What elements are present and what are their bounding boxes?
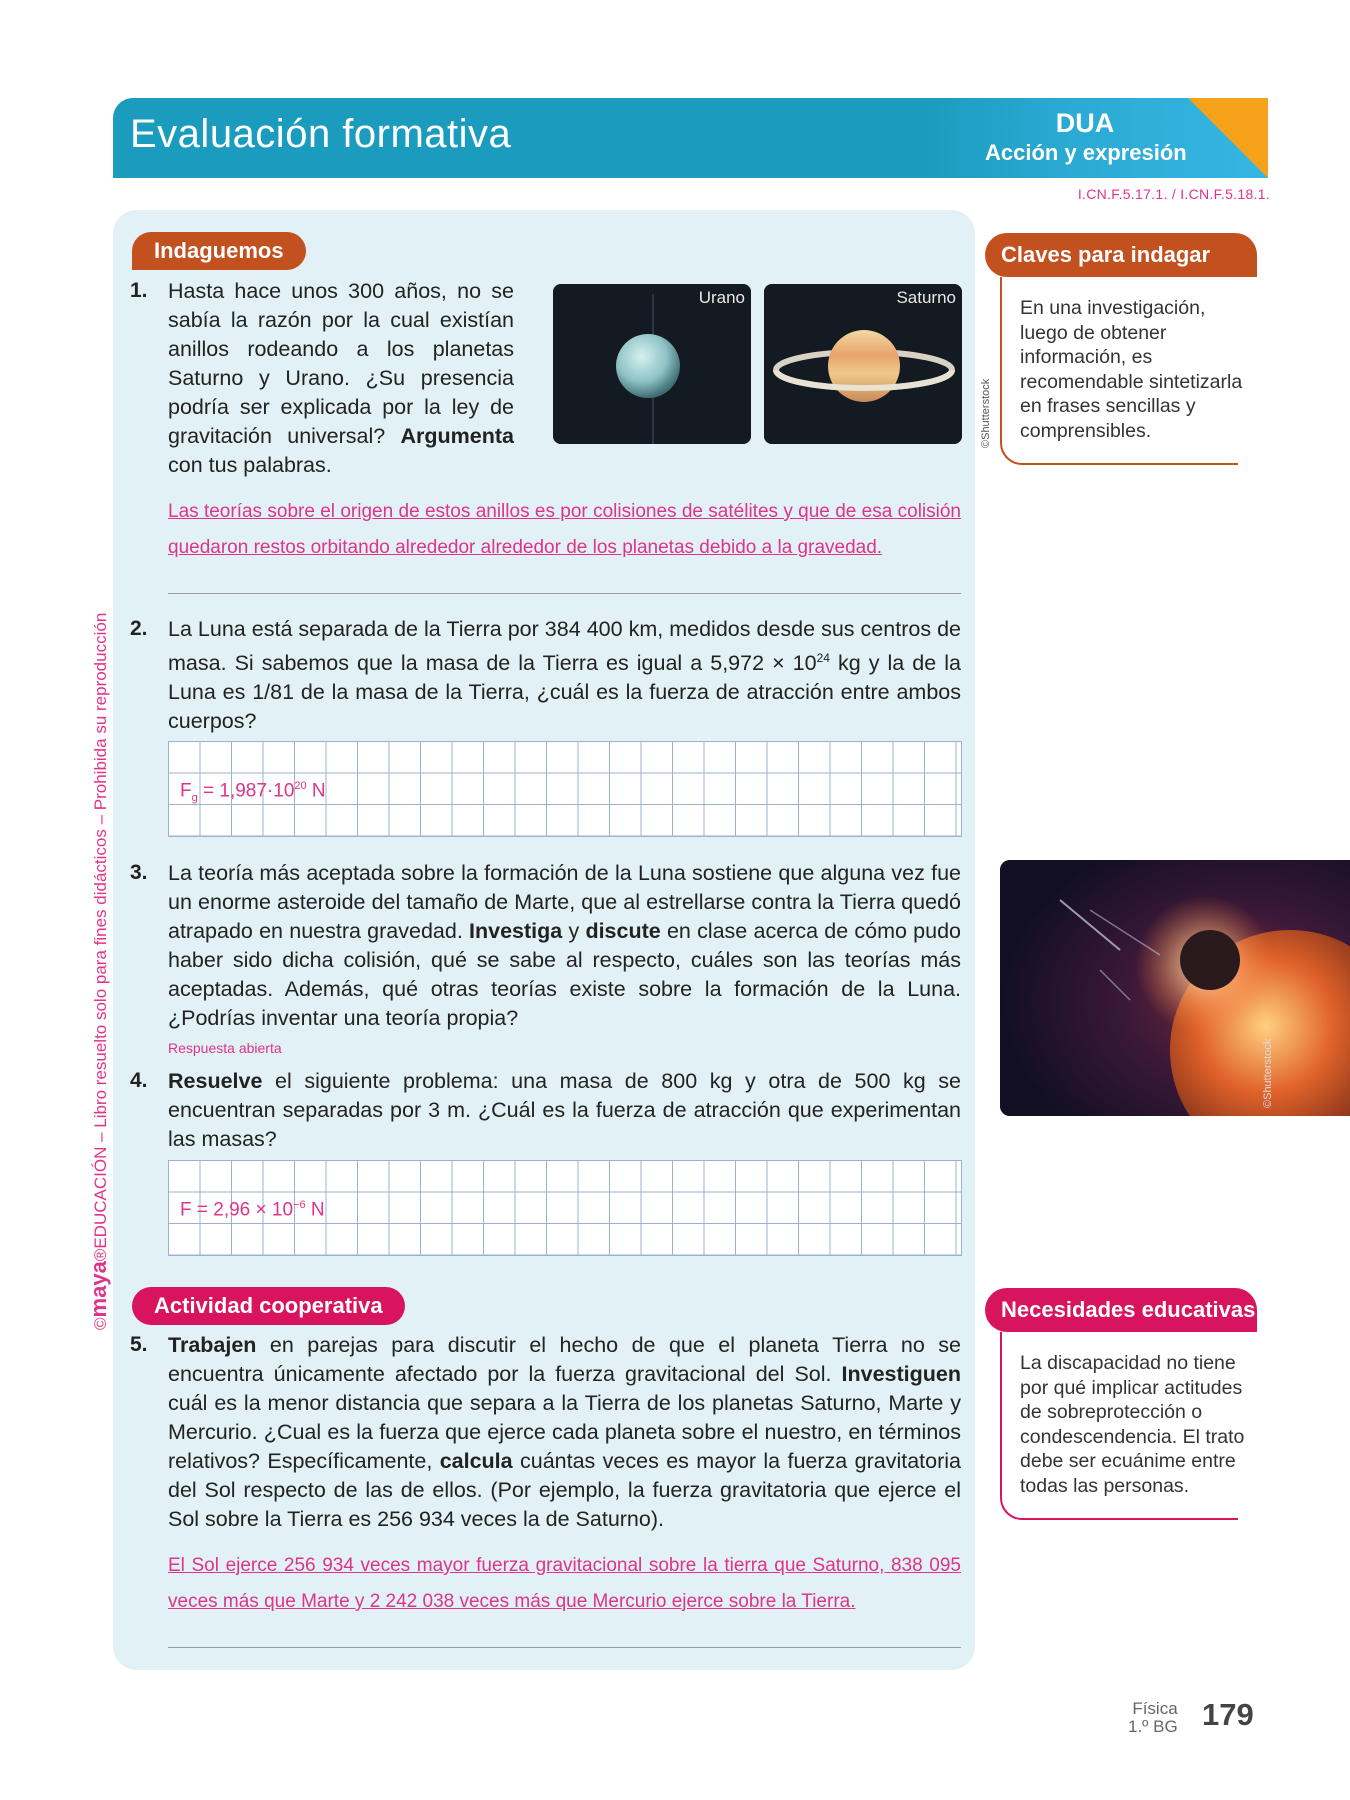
question-number: 4. — [130, 1069, 148, 1092]
question-number: 3. — [130, 861, 148, 884]
question-4-text: Resuelve el siguiente problema: una masa de 800 kg y otra de 500 kg se encuentran separadas por 3 m. ¿Cuál es la fuerza de atracción que experimentan las masas? — [168, 1069, 961, 1151]
section-label-indaguemos: Indaguemos — [132, 232, 306, 270]
question-1-answer: Las teorías sobre el origen de estos anillos es por colisiones de satélites y que de esa colisión quedaron restos orbitando alrededor alrededor de los planetas debido a la gravedad. — [168, 501, 961, 558]
question-number: 1. — [130, 279, 148, 302]
copyright-text: EDUCACIÓN – Libro resuelto solo para fines didácticos – Prohibida su reproducción — [91, 612, 110, 1249]
section-label-actividad-cooperativa: Actividad cooperativa — [132, 1287, 405, 1325]
page-number: 179 — [1202, 1697, 1254, 1732]
saturn-label: Saturno — [896, 288, 956, 307]
moon-collision-image — [1000, 860, 1350, 1116]
answer-line — [168, 593, 961, 594]
footer-subject — [1128, 1700, 1178, 1736]
question-4-answer: $F = 2,96 \times 10^{-6}$ N — [180, 1199, 325, 1221]
question-3-answer: Respuesta abierta — [168, 1040, 282, 1056]
question-5-text: Trabajen en parejas para discutir el hecho de que el planeta Tierra no se encuentra únicamente afectado por la fuerza gravitacional del Sol. Investiguen cuál es la menor distancia que separa a la Tierra de los planetas Saturno, Marte y Mercurio. ¿Cual es la fuerza que ejerce cada planeta sobre el nuestro, en términos relativos? Específicamente, calcula cuántas veces es mayor la fuerza gravitatoria del Sol respecto de las de ellos. (Por ejemplo, la fuerza gravitatoria que ejerce el Sol sobre la Tierra es 256 934 veces la de Saturno). — [168, 1333, 961, 1531]
question-number: 5. — [130, 1333, 148, 1356]
dua-corner-triangle — [1188, 98, 1268, 178]
saturn-picture — [764, 284, 962, 444]
grade-name: 1.º BG — [1128, 1717, 1178, 1736]
page-title: Evaluación formativa — [130, 112, 512, 156]
saturn-image — [764, 284, 962, 444]
photo-credit: ©Shutterstock — [1262, 1038, 1274, 1108]
necesidades-educativas-header: Necesidades educativas — [985, 1288, 1257, 1332]
photo-credit: ©Shutterstock — [980, 378, 992, 448]
question-number: 2. — [130, 617, 148, 640]
uranus-image — [553, 284, 751, 444]
indicator-codes: I.CN.F.5.17.1. / I.CN.F.5.18.1. — [1077, 186, 1270, 202]
question-3-text: La teoría más aceptada sobre la formación de la Luna sostiene que alguna vez fue un enorme asteroide del tamaño de Marte, que al estrellarse contra la Tierra quedó atrapado en nuestra gravedad. Investiga y discute en clase acerca de cómo pudo haber sido dicha colisión, qué se sabe al respecto, cuáles son las teorías más aceptadas. Además, qué otras teorías existe sobre la formación de la Luna. ¿Podrías inventar una teoría propia? — [168, 861, 962, 1030]
collision-picture — [1000, 860, 1350, 1116]
dua-title: DUA — [1055, 108, 1115, 138]
question-2-text: La Luna está separada de la Tierra por 384 400 km, medidos desde sus centros de masa. Si sabemos que la masa de la Tierra es igual a $5,972 \times 10^{24}$ kg y la de la Luna es 1/81 de la masa de la Tierra, ¿cuál es la fuerza de atracción entre ambos cuerpos? — [168, 617, 961, 734]
question-5-answer: El Sol ejerce 256 934 veces mayor fuerza gravitacional sobre la tierra que Saturno, 838 095 veces más que Marte y 2 242 038 veces más que Mercurio ejerce sobre la Tierra. — [168, 1555, 961, 1612]
copyright-symbol: © — [91, 1317, 110, 1330]
question-2-answer: $F_g = 1,987\cdot 10^{20}$ N — [180, 780, 326, 805]
brand-logo-text: maya — [86, 1261, 111, 1318]
subject-name: Física — [1132, 1699, 1178, 1718]
uranus-label: Urano — [698, 288, 745, 307]
question-1-text: Hasta hace unos 300 años, no se sabía la razón por la cual existían anillos rodeando a los planetas Saturno y Urano. ¿Su presencia podría ser explicada por la ley de gravitación universal? Argumenta con tus palabras. — [168, 279, 514, 477]
dua-subtitle: Acción y expresión — [985, 140, 1187, 165]
margin-copyright — [86, 613, 112, 1330]
claves-para-indagar-header: Claves para indagar — [985, 233, 1257, 277]
necesidades-text: La discapacidad no tiene por qué implicar actitudes de sobreprotección o condescendencia. El trato debe ser ecuánime entre todas las personas. — [1020, 1352, 1245, 1497]
uranus-picture — [553, 284, 751, 444]
answer-line — [168, 1647, 961, 1648]
registered-symbol: ® — [91, 1248, 110, 1262]
claves-text: En una investigación, luego de obtener información, es recomendable sintetizarla en frases sencillas y comprensibles. — [1020, 297, 1243, 442]
